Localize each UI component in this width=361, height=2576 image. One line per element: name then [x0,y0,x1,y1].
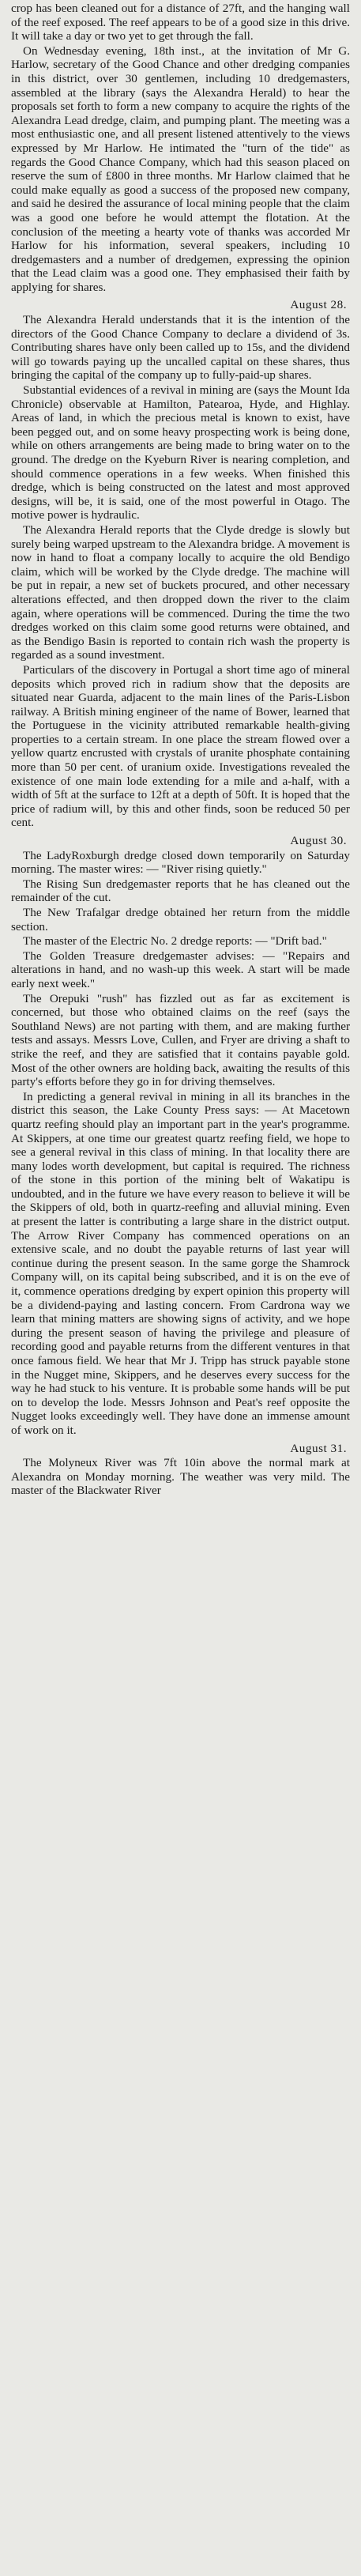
article-paragraph: On Wednesday evening, 18th inst., at the invitation of Mr G. Harlow, secretary of the Good Chance and other dredging companies in this district, over 30 gentlemen, including 10 dredgemasters, assembled at the library (says the Alexandra Herald) to hear the proposals set forth to form a new company to acquire the rights of the Alexandra Lead dredge, claim, and pumping plant. The meeting was a most enthusiastic one, and all present listened attentively to the views expressed by Mr Harlow. He intimated the "turn of the tide" as regards the Good Chance Company, which had this season placed on reserve the sum of £800 in three months. Mr Harlow claimed that he could make equally as good a success of the proposed new company, and said he desired the assurance of local mining people that the claim was a good one before he would attempt the flotation. At the conclusion of the meeting a hearty vote of thanks was accorded Mr Harlow for his information, several speakers, including 10 dredgemasters and a number of dredgemen, expressing the opinion that the Lead claim was a good one. They emphasised their faith by applying for shares. [11,43,350,294]
article-paragraph: Substantial evidences of a revival in mining are (says the Mount Ida Chronicle) observable at Hamilton, Patearoa, Hyde, and Highlay. Areas of land, in which the precious metal is known to exist, have been pegged out, and on some heavy prospecting work is being done, while on others arrangements are being made to bring water on to the ground. The dredge on the Kyeburn River is nearing completion, and should commence operations in a few weeks. When finished this dredge, which is being constructed on the latest and most approved designs, will be, it is said, one of the most powerful in Otago. The motive power is hydraulic. [11,383,350,522]
article-paragraph: The Orepuki "rush" has fizzled out as far as excitement is concerned, but those who obtained claims on the reef (says the Southland News) are not parting with them, and are making further tests and assays. Messrs Love, Cullen, and Fryer are driving a shaft to strike the reef, and they are satisfied that it contains payable gold. Most of the other owners are holding back, awaiting the results of this party's efforts before they go in for driving themselves. [11,991,350,1089]
article-paragraph: The New Trafalgar dredge obtained her return from the middle section. [11,906,350,933]
dateline: August 28. [290,298,347,312]
article-paragraph: The master of the Electric No. 2 dredge reports: — "Drift bad." [23,934,327,949]
dateline: August 30. [290,834,347,848]
dateline: August 31. [290,1441,347,1455]
article-paragraph: The Alexandra Herald reports that the Clyde dredge is slowly but surely being warped upstream to the Alexandra bridge. A movement is now in hand to float a company locally to acquire the old Bendigo claim, which will be worked by the Clyde dredge. The machine will be put in repair, a new set of buckets procured, and other necessary alterations effected, and then dropped down the river to the claim again, where operations will be commenced. During the time the two dredges worked on this claim some good returns were obtained, and as the Bendigo Basin is reported to contain rich wash the property is regarded as a sound investment. [11,522,350,662]
article-paragraph: The Rising Sun dredgemaster reports that he has cleaned out the remainder of the cut. [11,877,350,905]
article-paragraph: The LadyRoxburgh dredge closed down temporarily on Saturday morning. The master wires: — "River rising quietly." [11,848,350,877]
article-paragraph: The Alexandra Herald understands that it is the intention of the directors of the Good Chance Company to declare a dividend of 3s. Contributing shares have only been called up to 15s, and the dividend will go towards paying up the uncalled capital on these shares, thus bringing the capital of the company up to fully-paid-up shares. [11,313,350,383]
article-paragraph: The Molyneux River was 7ft 10in above the normal mark at Alexandra on Monday morning. The weather was very mild. The master of the Blackwater River [11,1456,350,1498]
article-paragraph: Particulars of the discovery in Portugal a short time ago of mineral deposits which proved rich in radium show that the deposits are situated near Guarda, adjacent to the main lines of the Paris-Lisbon railway. A British mining engineer of the name of Bower, learned that the Portuguese in the vicinity attributed remarkable health-giving properties to a certain stream. In one place the stream flowed over a yellow quartz encrusted with crystals of uranite phosphate containing more than 50 per cent. of uranium oxide. Investigations revealed the existence of one main lode extending for a mile and a-half, with a width of 5ft at the surface to 12ft at a depth of 50ft. It is hoped that the price of radium will, by this and other finds, soon be reduced 50 per cent. [11,662,350,830]
article-paragraph: crop has been cleaned out for a distance of 27ft, and the hanging wall of the reef exposed. The reef appears to be of a good size in this drive. It will take a day or two yet to get through the fall. [11,2,350,43]
article-paragraph: In predicting a general revival in mining in all its branches in the district this season, the Lake County Press says: — At Macetown quartz reefing should play an important part in the year's programme. At Skippers, at one time our greatest quartz reefing field, we hope to see a general revival in this class of mining. In that locality there are many lodes worth development, but capital is required. The richness of the stone in this portion of the mining belt of Wakatipu is undoubted, and in the future we have every reason to believe it will be the Skippers of old, both in quartz-reefing and alluvial mining. Even at present the latter is contributing a large share in the district output. The Arrow River Company has commenced operations on an extensive scale, and no doubt the payable returns of last year will continue during the present season. In the same gorge the Shamrock Company will, on its capital being subscribed, and it is on the eve of it, commence operations dredging by expert opinion this property will be a dividend-paying and lasting concern. From Cardrona way we learn that mining matters are showing signs of activity, and we hope during the present season of having the privilege and pleasure of recording good and payable returns from the different ventures in that once famous field. We hear that Mr J. Tripp has struck payable stone in the Nugget mine, Skippers, and he deserves every success for the way he had stuck to his venture. It is probable some hands will be put on to develop the lode. Messrs Johnson and Peat's reef opposite the Nugget looks exceedingly well. They have done an immense amount of work on it. [11,1089,350,1437]
article-paragraph: The Golden Treasure dredgemaster advises: — "Repairs and alterations in hand, and no wash-up this week. A start will be made early next week." [11,949,350,990]
